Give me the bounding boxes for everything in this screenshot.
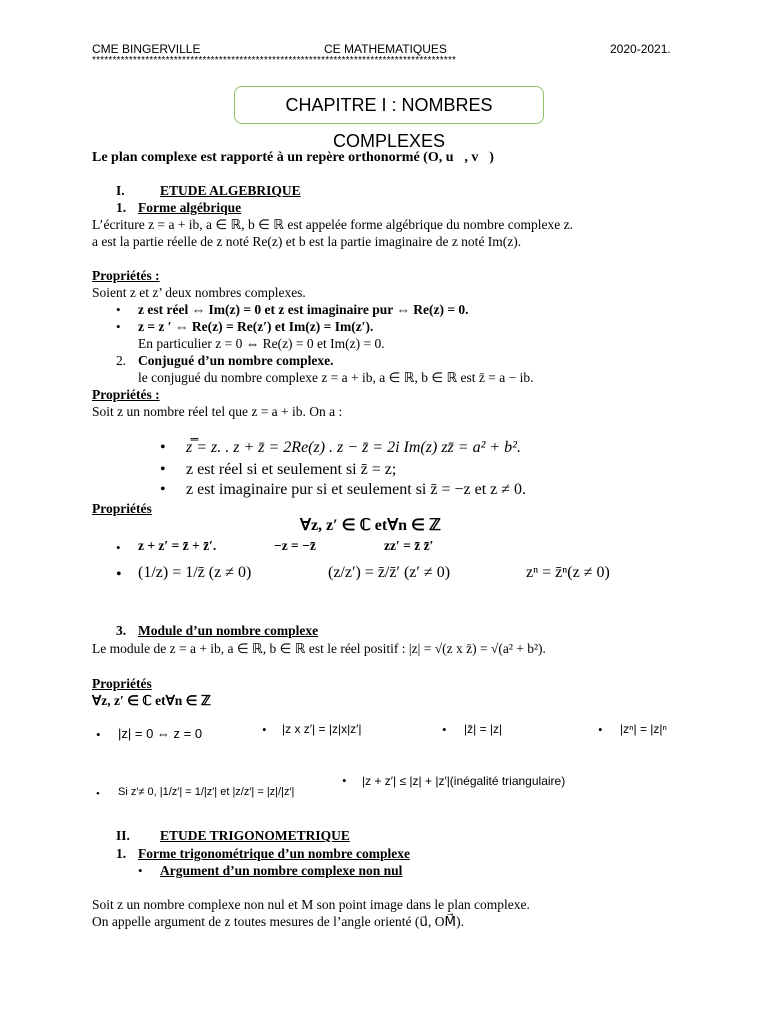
triangle-inequality: |z + z′| ≤ |z| + |z′|(inégalité triangulaire) (362, 774, 566, 788)
modulus-definition: Le module de z = a + ib, a ∈ ℝ, b ∈ ℝ est le réel positif : |z| = √(z x z̄) = √(a² + b²). (92, 641, 546, 656)
conjugate-imaginary-condition: z est imaginaire pur si et seulement si z̄ = −z et z ≠ 0. (186, 481, 527, 498)
bullet: • (160, 461, 166, 478)
properties-1-intro: Soient z et z’ deux nombres complexes. (92, 285, 306, 300)
properties-4-quantifier: ∀z, z′ ∈ ℂ et∀n ∈ ℤ (92, 693, 211, 708)
conjugate-identities: z̿ = z. . z + z̄ = 2Re(z) . z − z̄ = 2i Im(z) zz̄ = a² + b². (186, 439, 521, 456)
property-real-imag: z est réel ⇔ Im(z) = 0 et z est imaginaire pur ⇔ Re(z) = 0. (138, 302, 469, 317)
subsection-1-1-title: Forme algébrique (138, 200, 242, 215)
bullet: • (342, 773, 347, 788)
bullet: • (138, 863, 143, 878)
bullet: • (96, 788, 100, 800)
bullet: • (262, 722, 267, 737)
subsection-2-1-number: 1. (116, 846, 127, 861)
bullet: • (116, 566, 122, 583)
subsection-1-2-title: Conjugué d’un nombre complexe. (138, 353, 334, 368)
modulus-conjugate: |z̄| = |z| (464, 722, 503, 736)
header-right: 2020-2021. (610, 42, 671, 56)
algebraic-form-line: L’écriture z = a + ib, a ∈ ℝ, b ∈ ℝ est appelée forme algébrique du nombre complexe z. (92, 217, 573, 232)
header-left: CME BINGERVILLE (92, 42, 201, 56)
argument-line-2: On appelle argument de z toutes mesures de l’angle orienté (u⃗, OM⃗). (92, 914, 464, 929)
properties-2-title: Propriétés : (92, 387, 160, 402)
modulus-zero: |z| = 0 ⇔ z = 0 (118, 726, 203, 741)
bullet: • (116, 302, 121, 317)
argument-heading: Argument d’un nombre complexe non nul (160, 863, 403, 878)
header-separator: ***************************************************************************************** (92, 55, 457, 66)
bullet: • (442, 722, 447, 737)
properties-2-intro: Soit z un nombre réel tel que z = a + ib. On a : (92, 404, 343, 419)
bullet: • (160, 439, 166, 456)
properties-4-title: Propriétés (92, 676, 152, 691)
section-1-title: ETUDE ALGEBRIQUE (160, 183, 301, 198)
conjugate-sum: z + z′ = z̄ + z̄′. (138, 538, 217, 553)
bullet: • (116, 319, 121, 334)
chapter-title: CHAPITRE I : NOMBRES COMPLEXES (234, 86, 544, 124)
properties-1-title: Propriétés : (92, 268, 160, 283)
property-equality: z = z ′ ⇔ Re(z) = Re(z′) et Im(z) = Im(z′). (138, 319, 374, 334)
header-center: CE MATHEMATIQUES (324, 42, 447, 56)
bullet: • (160, 481, 166, 498)
conjugate-inverse: (1/z) = 1/z̄ (z ≠ 0) (138, 564, 252, 581)
argument-line-1: Soit z un nombre complexe non nul et M son point image dans le plan complexe. (92, 897, 530, 912)
bullet: • (96, 727, 101, 742)
conjugate-quotient: (z/z′) = z̄/z̄′ (z′ ≠ 0) (328, 564, 451, 581)
subsection-1-1-number: 1. (116, 200, 127, 215)
section-2-title: ETUDE TRIGONOMETRIQUE (160, 828, 350, 843)
real-imag-parts-line: a est la partie réelle de z noté Re(z) et b est la partie imaginaire de z noté Im(z). (92, 234, 522, 249)
conjugate-real-condition: z est réel si et seulement si z̄ = z; (186, 461, 397, 478)
modulus-power: |zⁿ| = |z|ⁿ (620, 722, 667, 736)
properties-3-quantifier: ∀z, z′ ∈ ℂ et∀n ∈ ℤ (300, 517, 441, 534)
conjugate-product: zz′ = z̄ z̄′ (384, 538, 434, 553)
property-zero: En particulier z = 0 ⇔ Re(z) = 0 et Im(z) = 0. (138, 336, 385, 351)
subsection-1-3-number: 3. (116, 623, 127, 638)
modulus-product: |z x z′| = |z|x|z′| (282, 722, 362, 736)
conjugate-opposite: −z = −z̄ (274, 538, 316, 553)
intro-line: Le plan complexe est rapporté à un repère orthonormé (O, u⃗, v⃗) (92, 150, 494, 165)
subsection-2-1-title: Forme trigonométrique d’un nombre complexe (138, 846, 410, 861)
subsection-1-2-number: 2. (116, 353, 127, 368)
bullet: • (598, 722, 603, 737)
properties-3-title: Propriétés (92, 501, 152, 516)
section-2-number: II. (116, 828, 130, 843)
conjugate-power: zⁿ = z̄ⁿ(z ≠ 0) (526, 564, 610, 581)
bullet: • (116, 540, 121, 555)
conjugate-definition: le conjugué du nombre complexe z = a + ib, a ∈ ℝ, b ∈ ℝ est z̄ = a − ib. (138, 370, 534, 385)
subsection-1-3-title: Module d’un nombre complexe (138, 623, 319, 638)
modulus-quotient: Si z′≠ 0, |1/z′| = 1/|z′| et |z/z′| = |z|/|z′| (118, 786, 295, 798)
section-1-number: I. (116, 183, 125, 198)
